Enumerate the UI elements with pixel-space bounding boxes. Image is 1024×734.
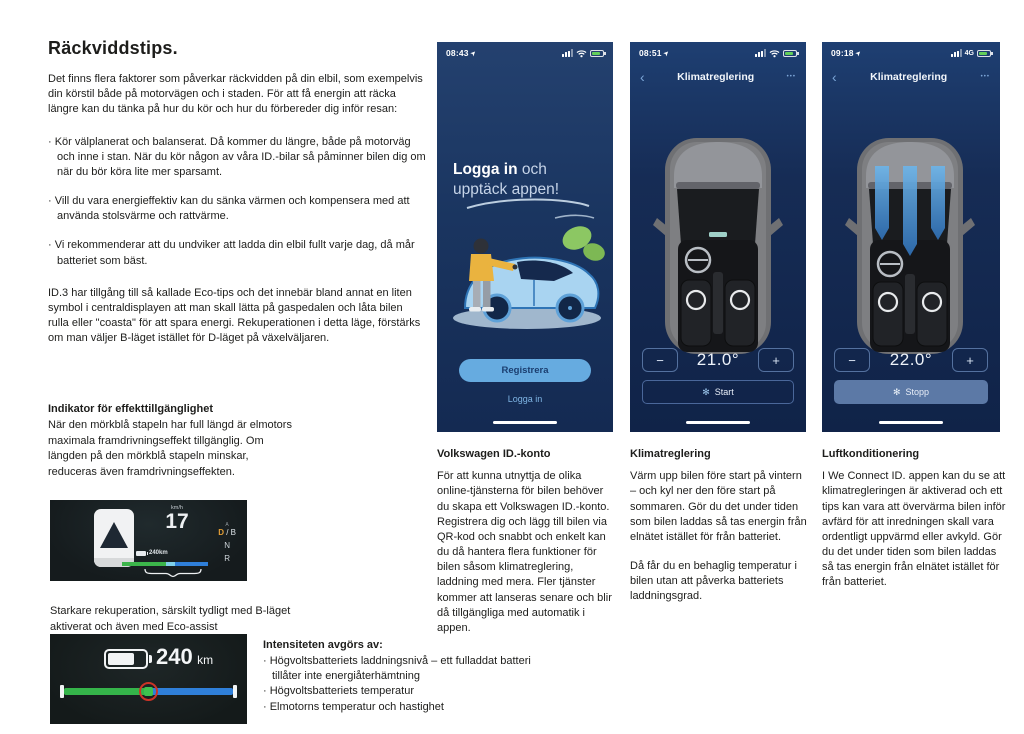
location-arrow-icon: ➤ [469, 49, 478, 58]
action-label: Start [714, 387, 734, 397]
gear-n-label: N [224, 541, 230, 550]
signal-icon [951, 49, 962, 57]
tip-bullet: · Kör välplanerat och balanserat. Då kommer du längre, både på motorväg och inne i stan. När du kör någon av våra ID.-bilar så påminner bilen dig om när du bör köra lite mer sparsamt. [48, 135, 426, 178]
wifi-icon [576, 49, 587, 58]
battery-icon [590, 50, 604, 57]
screen-title: Klimatreglering [677, 71, 755, 83]
intro-paragraph: Det finns flera faktorer som påverkar räckvidden på din elbil, som exempelvis din körstil både på motorvägen och i staden. För att få energin att räcka längre kan du tänka på hur du kör och hur du förbereder dig inför resan: [48, 73, 423, 116]
menu-button[interactable]: ••• [980, 74, 990, 80]
leaves-icon [559, 222, 607, 264]
section-subtitle: Indikator för effekttillgänglighet [48, 403, 214, 415]
status-time: 09:18 [831, 48, 854, 58]
app-header [822, 64, 1000, 90]
phone-screenshot-climate [630, 42, 806, 432]
eco-tips-paragraph: ID.3 har tillgång till så kallade Eco-tips och det innebär bland annat en liten symbol i centraldisplayen att man skall lätta på gaspedalen och låta bilen rulla eller "coasta" för att spara energi. Rekuperationen i detta läge, förstärks om man väljer B-läget istället för D-läget på växelväljaren. [48, 286, 421, 345]
home-indicator [879, 421, 943, 425]
battery-icon [104, 649, 148, 669]
intensity-item: · Högvoltsbatteriets temperatur [263, 685, 415, 698]
status-bar [822, 42, 1000, 64]
phone-screenshot-login [437, 42, 613, 432]
highlight-circle [139, 682, 158, 701]
speed-value: 17 [165, 510, 189, 533]
tip-bullet: · Vi rekommenderar att du undviker att ladda din elbil fullt varje dag, då mår batteriet som bäst. [48, 239, 415, 267]
fan-icon: ✻ [892, 386, 901, 397]
range-unit: km [197, 653, 214, 667]
home-indicator [686, 421, 750, 425]
car-topview-illustration [643, 132, 793, 357]
intensity-item: · Högvoltsbatteriets laddningsnivå – ett fulladdat batteri tillåter inte energiåterhämtning [263, 655, 531, 683]
location-arrow-icon: ➤ [662, 49, 671, 58]
temperature-value: 21.0° [696, 350, 740, 369]
gear-r-label: R [224, 554, 230, 563]
caption-title: Klimatreglering [630, 448, 711, 460]
action-label: Stopp [905, 387, 930, 397]
gear-d-label: D [218, 528, 224, 537]
brace-annotation [144, 568, 202, 578]
car-topview-airflow-illustration [835, 132, 985, 357]
caption-title: Luftkonditionering [822, 448, 920, 460]
fan-icon: ✻ [702, 386, 710, 397]
signal-icon [562, 49, 573, 57]
recuperation-note: Starkare rekuperation, särskilt tydligt med B-läget aktiverat och även med Eco-assist [50, 605, 291, 633]
recuperation-display-image [50, 634, 247, 724]
temperature-value: 22.0° [889, 350, 933, 369]
status-time: 08:51 [639, 48, 662, 58]
wifi-icon [769, 49, 780, 58]
intensity-item: · Elmotorns temperatur och hastighet [263, 700, 444, 713]
caption-body: Då får du en behaglig temperatur i bilen utan att påverka batteriets laddningsgrad. [630, 560, 797, 603]
temperature-controls [834, 348, 988, 372]
temp-plus-button[interactable]: + [952, 348, 988, 372]
status-time: 08:43 [446, 48, 469, 58]
back-button[interactable]: ‹ [640, 69, 645, 85]
temperature-controls [642, 348, 794, 372]
status-bar [437, 42, 613, 64]
temp-minus-button[interactable]: − [834, 348, 870, 372]
caption-title: Volkswagen ID.-konto [437, 448, 551, 460]
caption-body: Värm upp bilen före start på vintern – och kyl ner den före start på sommaren. Gör du det under tiden som bilen laddas så tas energin från elnätet istället för från batteriet. [630, 470, 807, 543]
network-label: 4G [964, 49, 974, 57]
recuperation-bar [62, 688, 235, 695]
caption-ac [822, 447, 1006, 591]
home-indicator [493, 421, 557, 425]
battery-icon [783, 50, 797, 57]
section-subtitle: Intensiteten avgörs av: [263, 639, 383, 651]
register-button[interactable]: Registrera [459, 359, 591, 382]
cluster-display-image [50, 500, 247, 581]
car-person-illustration [437, 188, 613, 348]
phone-screenshot-ac [822, 42, 1000, 432]
range-readout [156, 644, 213, 670]
caption-account [437, 447, 615, 636]
app-header [630, 64, 806, 90]
intensity-section [263, 639, 555, 715]
caption-body: För att kunna utnyttja de olika online-tjänsterna för bilen behöver du skapa ett Volkswagen ID.-konto. Registrera dig och lägg till bilen via QR-kod och snabbt och enkelt kan du då hantera flera funktioner för bilen såsom klimatreglering, laddning med mera. Fler tjänster kommer att lanseras senare och blir då tillgängliga med automatik i appen. [437, 470, 612, 634]
mountain-triangle-icon [100, 522, 128, 548]
range-value: 240km [149, 550, 168, 556]
article-column [48, 38, 426, 346]
tip-bullet: · Vill du vara energieffektiv kan du sänka värmen och kompensera med att använda stolsvärme och rattvärme. [48, 195, 410, 223]
eco-tip-symbol [94, 509, 134, 567]
location-arrow-icon: ➤ [854, 49, 863, 58]
gear-indicator: A D / B N R [218, 522, 236, 563]
climate-start-button[interactable] [642, 380, 794, 404]
signal-icon [755, 49, 766, 57]
range-readout [136, 550, 168, 556]
speed-readout [144, 505, 210, 533]
gear-auto-label: A [225, 522, 229, 528]
range-value: 240 [156, 644, 193, 669]
power-indicator-section [48, 403, 294, 480]
caption-body: I We Connect ID. appen kan du se att klimatregleringen är aktiverad och ett tips kan vara att övervärma bilen inför avfärd för att inredningen skall vara ordentligt uppvärmd eller avkyld. Gör du det under tiden som bilen laddas så tas energin från elnätet istället för från batteriet. [822, 470, 1006, 589]
login-headline: Logga in och upptäck appen! [453, 161, 560, 199]
gear-b-label: B [230, 528, 236, 537]
screen-title: Klimatreglering [870, 71, 948, 83]
speed-unit-label: km/h [171, 505, 183, 511]
caption-climate [630, 447, 810, 605]
climate-stop-button[interactable] [834, 380, 988, 404]
menu-button[interactable]: ••• [786, 74, 796, 80]
battery-icon [136, 551, 146, 556]
page-title: Räckviddstips. [48, 38, 178, 58]
login-link[interactable]: Logga in [507, 394, 543, 404]
battery-icon [977, 50, 991, 57]
section-body: När den mörkblå stapeln har full längd är elmotors maximala framdrivningseffekt tillgänglig. Om längden på den mörkblå stapeln minskar, reduceras även framdrivningseffekten. [48, 419, 292, 478]
power-bar [122, 562, 208, 566]
temp-plus-button[interactable]: + [758, 348, 794, 372]
status-bar [630, 42, 806, 64]
back-button[interactable]: ‹ [832, 69, 837, 85]
temp-minus-button[interactable]: − [642, 348, 678, 372]
